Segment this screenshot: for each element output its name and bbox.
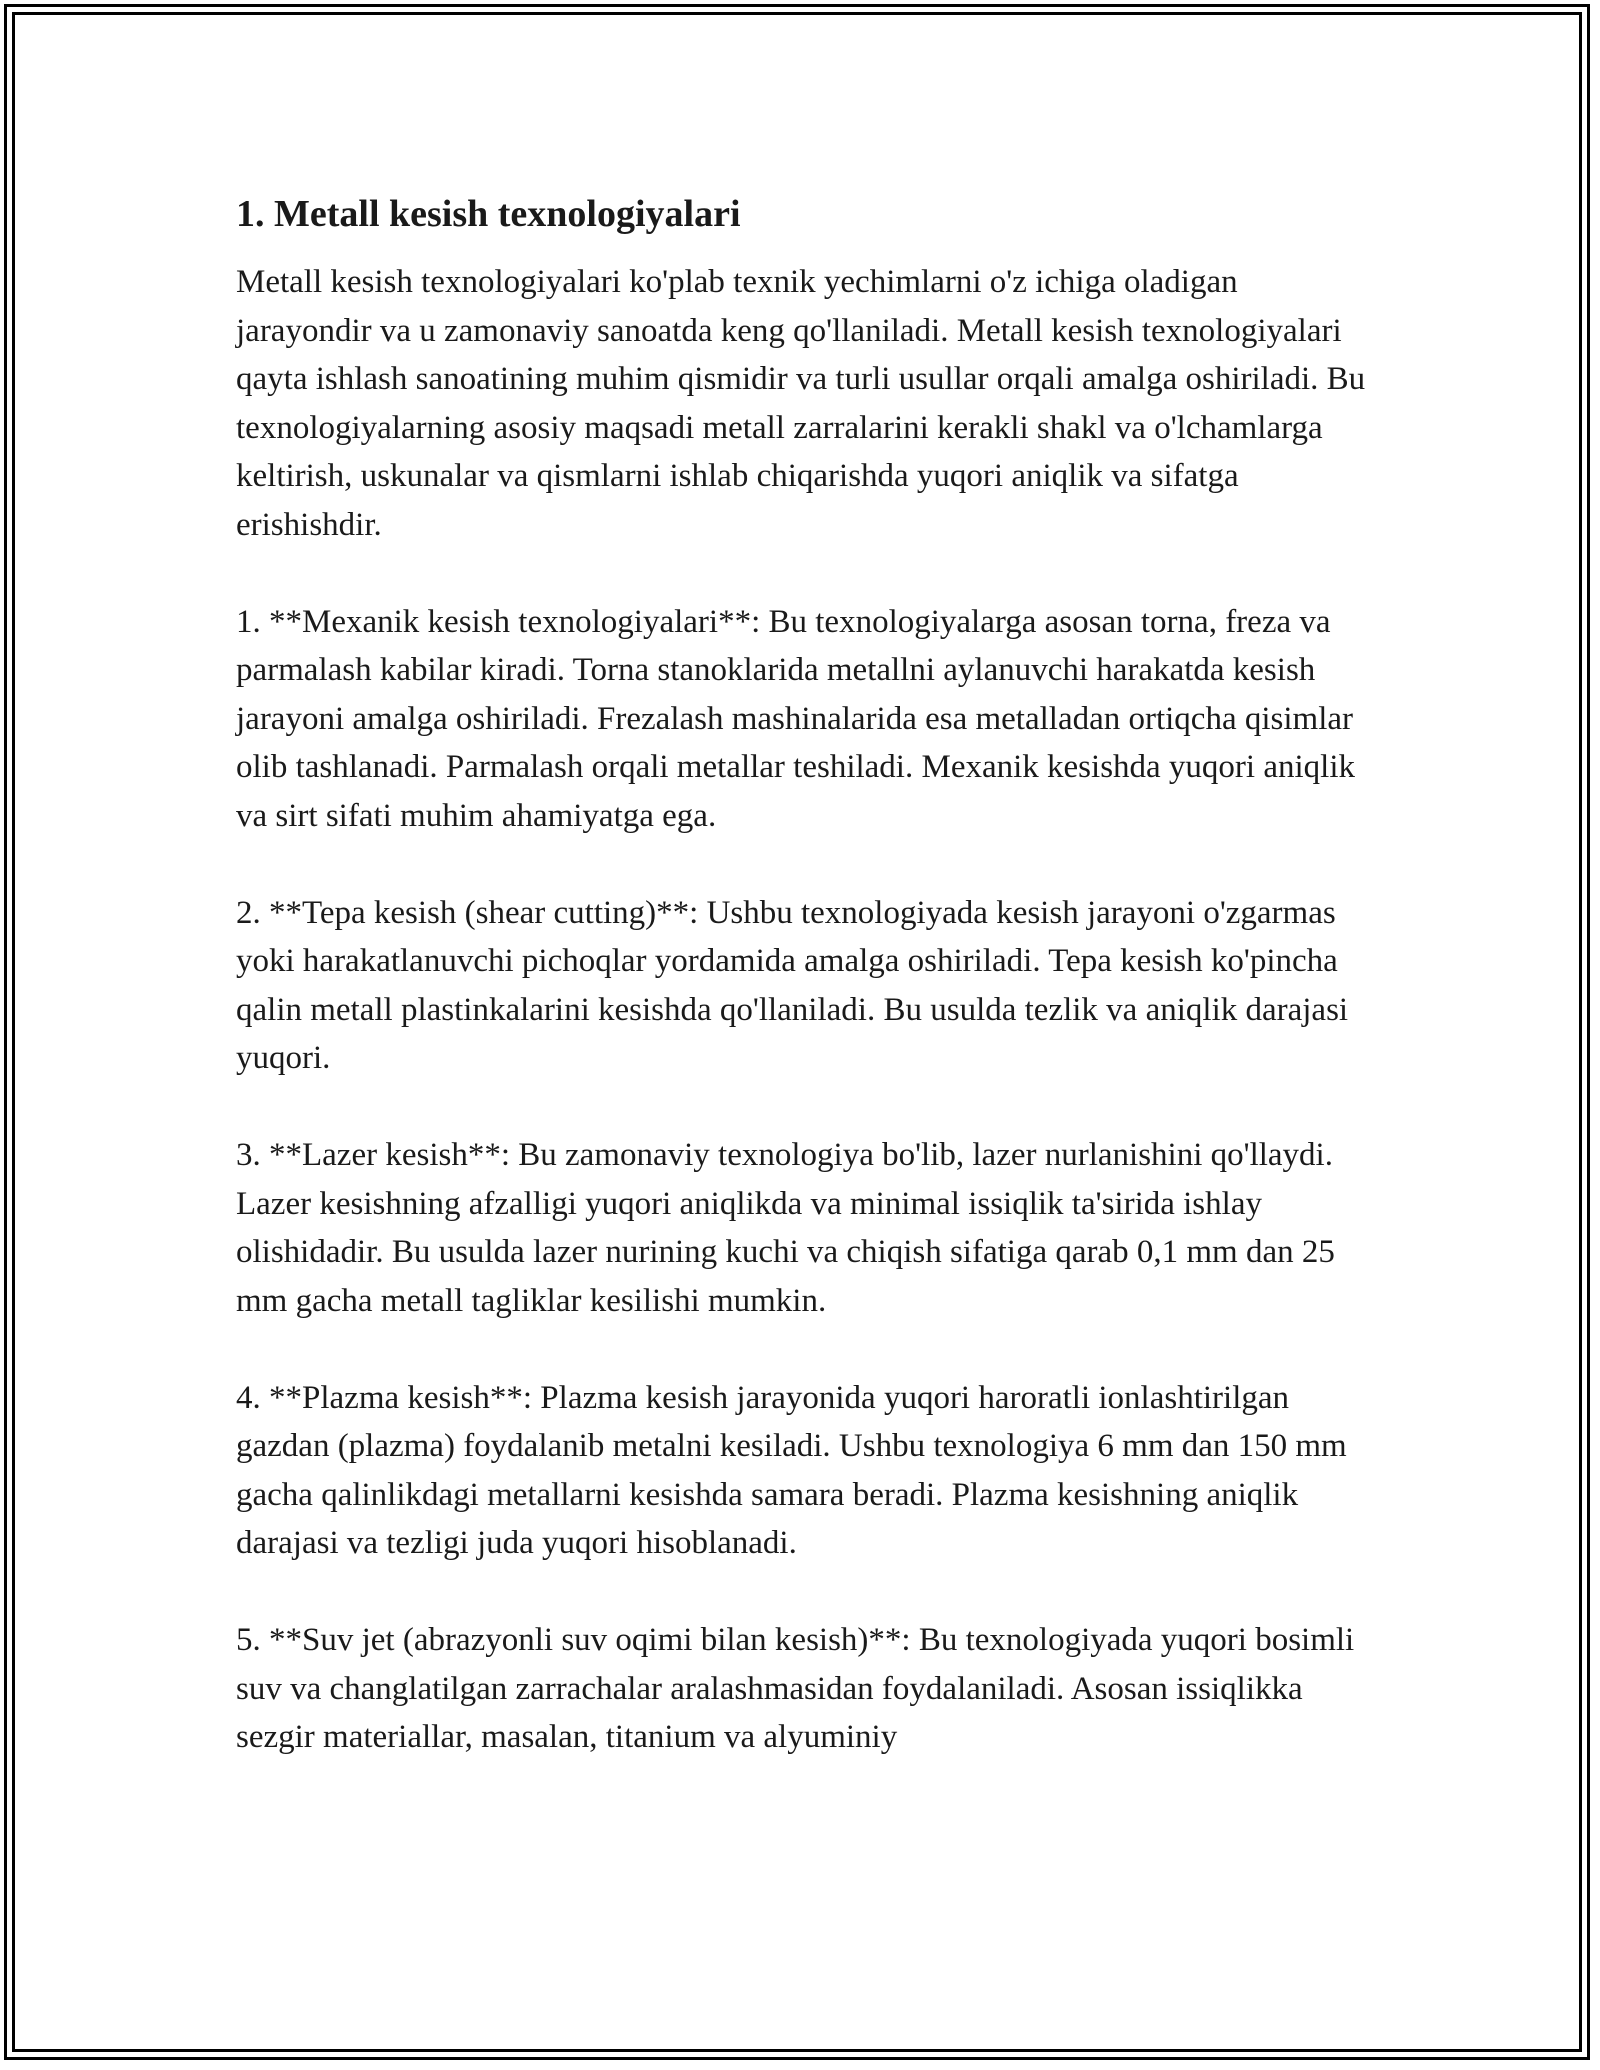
paragraph-shear-cutting: 2. **Tepa kesish (shear cutting)**: Ushbu texnologiyada kesish jarayoni o'zgarmas yoki harakatlanuvchi pichoqlar yordamida amalga oshiriladi. Tepa kesish ko'pincha qalin metall plastinkalarini kesishda qo'llaniladi. Bu usulda tezlik va aniqlik darajasi yuqori. [236, 894, 1349, 1076]
paragraph-mechanical-cutting: 1. **Mexanik kesish texnologiyalari**: Bu texnologiyalarga asosan torna, freza va parmalash kabilar kiradi. Torna stanoklarida metallni aylanuvchi harakatda kesish jarayoni amalga oshiriladi. Frezalash mashinalarida esa metalladan ortiqcha qisimlar olib tashlanadi. Parmalash orqali metallar teshiladi. Mexanik kesishda yuqori aniqlik va sirt sifati muhim ahamiyatga ega. [236, 603, 1355, 834]
paragraph-laser-cutting: 3. **Lazer kesish**: Bu zamonaviy texnologiya bo'lib, lazer nurlanishini qo'llaydi. Lazer kesishning afzalligi yuqori aniqlikda va minimal issiqlik ta'sirida ishlay olishidadir. Bu usulda lazer nurining kuchi va chiqish sifatiga qarab 0,1 mm dan 25 mm gacha metall tagliklar kesilishi mumkin. [236, 1137, 1335, 1319]
paragraph-plasma-cutting: 4. **Plazma kesish**: Plazma kesish jarayonida yuqori haroratli ionlashtirilgan gazdan (plazma) foydalanib metalni kesiladi. Ushbu texnologiya 6 mm dan 150 mm gacha qalinlikdagi metallarni kesishda samara beradi. Plazma kesishning aniqlik darajasi va tezligi juda yuqori hisoblanadi. [236, 1379, 1347, 1561]
section-heading: 1. Metall kesish texnologiyalari [236, 193, 741, 235]
document-body [236, 186, 1366, 1762]
intro-paragraph: Metall kesish texnologiyalari ko'plab texnik yechimlarni o'z ichiga oladigan jarayondir va u zamonaviy sanoatda keng qo'llaniladi. Metall kesish texnologiyalari qayta ishlash sanoatining muhim qismidir va turli usullar orqali amalga oshiriladi. Bu texnologiyalarning asosiy maqsadi metall zarralarini kerakli shakl va o'lchamlarga keltirish, uskunalar va qismlarni ishlab chiqarishda yuqori aniqlik va sifatga erishishdir. [236, 264, 1366, 543]
paragraph-water-jet-cutting: 5. **Suv jet (abrazyonli suv oqimi bilan kesish)**: Bu texnologiyada yuqori bosimli suv va changlatilgan zarrachalar aralashmasidan foydalaniladi. Asosan issiqlikka sezgir materiallar, masalan, titanium va alyuminiy [236, 1622, 1355, 1755]
